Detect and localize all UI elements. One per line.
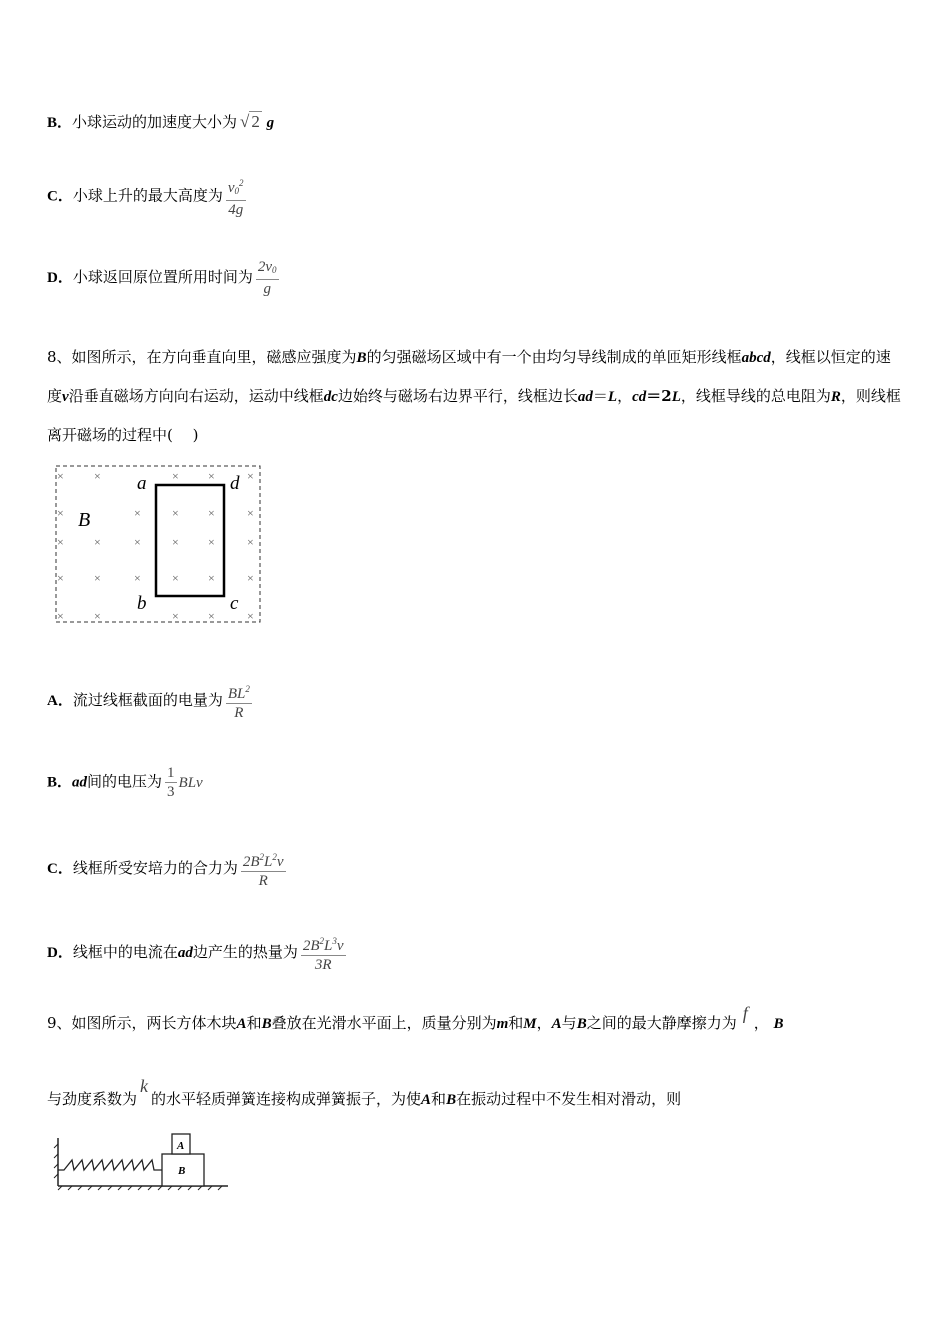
q8-magnetic-field-figure [52,462,266,628]
num-var: BL [227,686,246,702]
field-cross-mark: × [94,609,101,623]
stem-text: ，线框以恒定的速度 [47,348,891,405]
label-B: B [78,509,91,531]
num-part: L [264,854,273,870]
field-cross-mark: × [57,506,64,520]
num-part: v [276,854,284,870]
q8-option-b[interactable] [47,764,203,801]
field-cross-mark: × [134,535,141,549]
stem-text: ， [536,1014,552,1032]
symbol-B: B [773,1016,784,1032]
symbol-B: B [576,1016,587,1032]
option-letter: C． [47,861,73,877]
label-A: A [177,1140,185,1152]
fraction-numerator [301,932,346,956]
q7-option-b[interactable] [47,112,274,133]
stem-text: 和 [246,1014,262,1032]
fraction [301,932,346,974]
fraction [165,764,177,801]
num-part: v [336,938,344,954]
q9-spring-blocks-figure [52,1130,232,1192]
fraction-numerator [226,680,252,704]
field-cross-mark: × [172,469,179,483]
field-cross-mark: × [172,609,179,623]
sqrt-formula: √ 2 [240,112,260,131]
stem-text: ，线框导线的总电阻为 [680,387,831,405]
option-letter: B． [47,115,73,131]
fraction-denominator: 3 [167,784,175,800]
fraction [256,258,279,298]
fraction-denominator: 4g [228,202,244,218]
num-sup: 3 [332,936,337,946]
label-d: d [230,473,240,494]
field-cross-mark: × [57,469,64,483]
fraction-denominator: 3R [314,957,332,973]
num-sup: 2 [239,178,244,188]
symbol-ad: ad [177,945,193,961]
stem-text: 与劲度系数为 [47,1090,138,1108]
field-cross-mark: × [208,469,215,483]
stem-text: ，则线框离开磁场的过程中( ) [47,387,901,444]
symbol-B: B [261,1016,272,1032]
option-text: 小球运动的加速度大小为 [72,113,238,131]
symbol-R: R [830,389,841,405]
fraction [241,848,286,890]
field-cross-mark: × [94,571,101,585]
fraction-denominator: R [234,705,244,721]
q7-option-c[interactable] [47,174,246,219]
field-cross-mark: × [172,571,179,585]
fraction-denominator: g [263,281,271,297]
option-text: 线框中的电流在 [72,943,178,961]
field-cross-mark: × [57,609,64,623]
formula-tail: BLv [178,774,203,791]
q8-option-a[interactable] [47,680,252,722]
symbol-A: A [421,1092,432,1108]
label-b: b [137,593,147,614]
q9-stem-line1 [47,1003,784,1034]
symbol-A: A [551,1016,562,1032]
num-part: 2B [302,938,320,954]
fraction-numerator [226,174,246,201]
num-var: 2v [257,259,273,275]
option-text: 线框所受安培力的合力为 [72,859,238,877]
field-cross-mark: × [247,571,254,585]
stem-text: ＝2 [646,387,672,405]
field-cross-mark: × [134,506,141,520]
stem-text: 和 [431,1090,447,1108]
stem-text: ＝ [592,387,608,405]
option-letter: C． [47,188,73,205]
stem-text: 之间的最大静摩擦力为 [586,1014,737,1032]
q9-stem-line2 [47,1076,682,1110]
symbol-g: g [266,115,275,131]
stem-text: 9、如图所示，两长方体木块 [47,1014,237,1032]
symbol-L: L [607,389,618,405]
fraction-numerator [256,258,279,280]
symbol-ad: ad [577,389,593,405]
symbol-L: L [671,389,681,405]
num-sub: 0 [272,265,277,275]
symbol-m: m [496,1016,509,1032]
field-cross-mark: × [172,535,179,549]
field-cross-mark: × [57,571,64,585]
field-cross-mark: × [57,535,64,549]
field-cross-mark: × [247,469,254,483]
symbol-f: f [742,1003,748,1023]
symbol-k: k [140,1076,149,1096]
q7-option-d[interactable] [47,258,279,298]
field-cross-mark: × [208,571,215,585]
sqrt-radicand: 2 [251,112,260,131]
field-cross-mark: × [208,609,215,623]
stem-text: 8、如图所示，在方向垂直向里，磁感应强度为 [47,348,357,366]
symbol-cd: cd [632,389,647,405]
fraction [226,680,252,722]
num-sup: 2 [319,936,325,946]
stem-text: ， [753,1014,769,1032]
num-sup: 2 [272,852,277,862]
symbol-B: B [446,1092,457,1108]
symbol-v: v [62,389,69,405]
label-B: B [178,1165,186,1177]
symbol-dc: dc [323,389,338,405]
fraction-denominator: R [258,873,268,889]
option-letter: B． [47,774,73,791]
symbol-abcd: abcd [741,350,771,366]
symbol-B: B [356,350,367,366]
field-cross-mark: × [94,469,101,483]
num-sup: 2 [245,684,250,694]
num-var: v [227,180,235,196]
stem-text: 在振动过程中不发生相对滑动，则 [456,1090,682,1108]
option-text: 小球返回原位置所用时间为 [72,268,253,286]
spring [58,1160,162,1170]
symbol-M: M [523,1016,537,1032]
label-a: a [137,473,147,494]
field-cross-mark: × [247,506,254,520]
stem-text: 叠放在光滑水平面上，质量分别为 [271,1014,497,1032]
fraction-numerator: 1 [167,765,175,781]
field-cross-mark: × [172,506,179,520]
stem-text: 的水平轻质弹簧连接构成弹簧振子，为使 [151,1090,422,1108]
num-sub: 0 [234,186,240,196]
option-letter: D． [47,270,73,286]
option-text: 小球上升的最大高度为 [72,186,223,205]
option-letter: D． [47,945,73,961]
field-cross-mark: × [208,535,215,549]
num-part: 2B [242,854,260,870]
stem-text: ， [617,387,633,405]
stem-text: 边始终与磁场右边界平行，线框边长 [337,387,578,405]
field-cross-mark: × [94,535,101,549]
q8-option-d[interactable] [47,932,346,974]
symbol-A: A [236,1016,247,1032]
q8-stem [47,338,905,454]
field-cross-mark: × [134,571,141,585]
option-letter: A． [47,693,73,709]
stem-text: 的匀强磁场区域中有一个由均匀导线制成的单匝矩形线框 [366,348,742,366]
field-cross-mark: × [247,609,254,623]
stem-text: 与 [561,1014,577,1032]
q8-option-c[interactable] [47,848,286,890]
num-part: L [324,938,333,954]
option-text: 间的电压为 [87,772,163,791]
field-cross-mark: × [247,535,254,549]
option-text: 边产生的热量为 [192,943,298,961]
stem-text: 和 [508,1014,524,1032]
fraction-numerator [241,848,286,872]
option-text: 流过线框截面的电量为 [72,691,223,709]
num-sup: 2 [259,852,265,862]
label-c: c [230,593,239,614]
field-cross-mark: × [208,506,215,520]
symbol-ad: ad [72,774,88,791]
stem-text: 沿垂直磁场方向向右运动，运动中线框 [68,387,324,405]
fraction [226,174,246,219]
